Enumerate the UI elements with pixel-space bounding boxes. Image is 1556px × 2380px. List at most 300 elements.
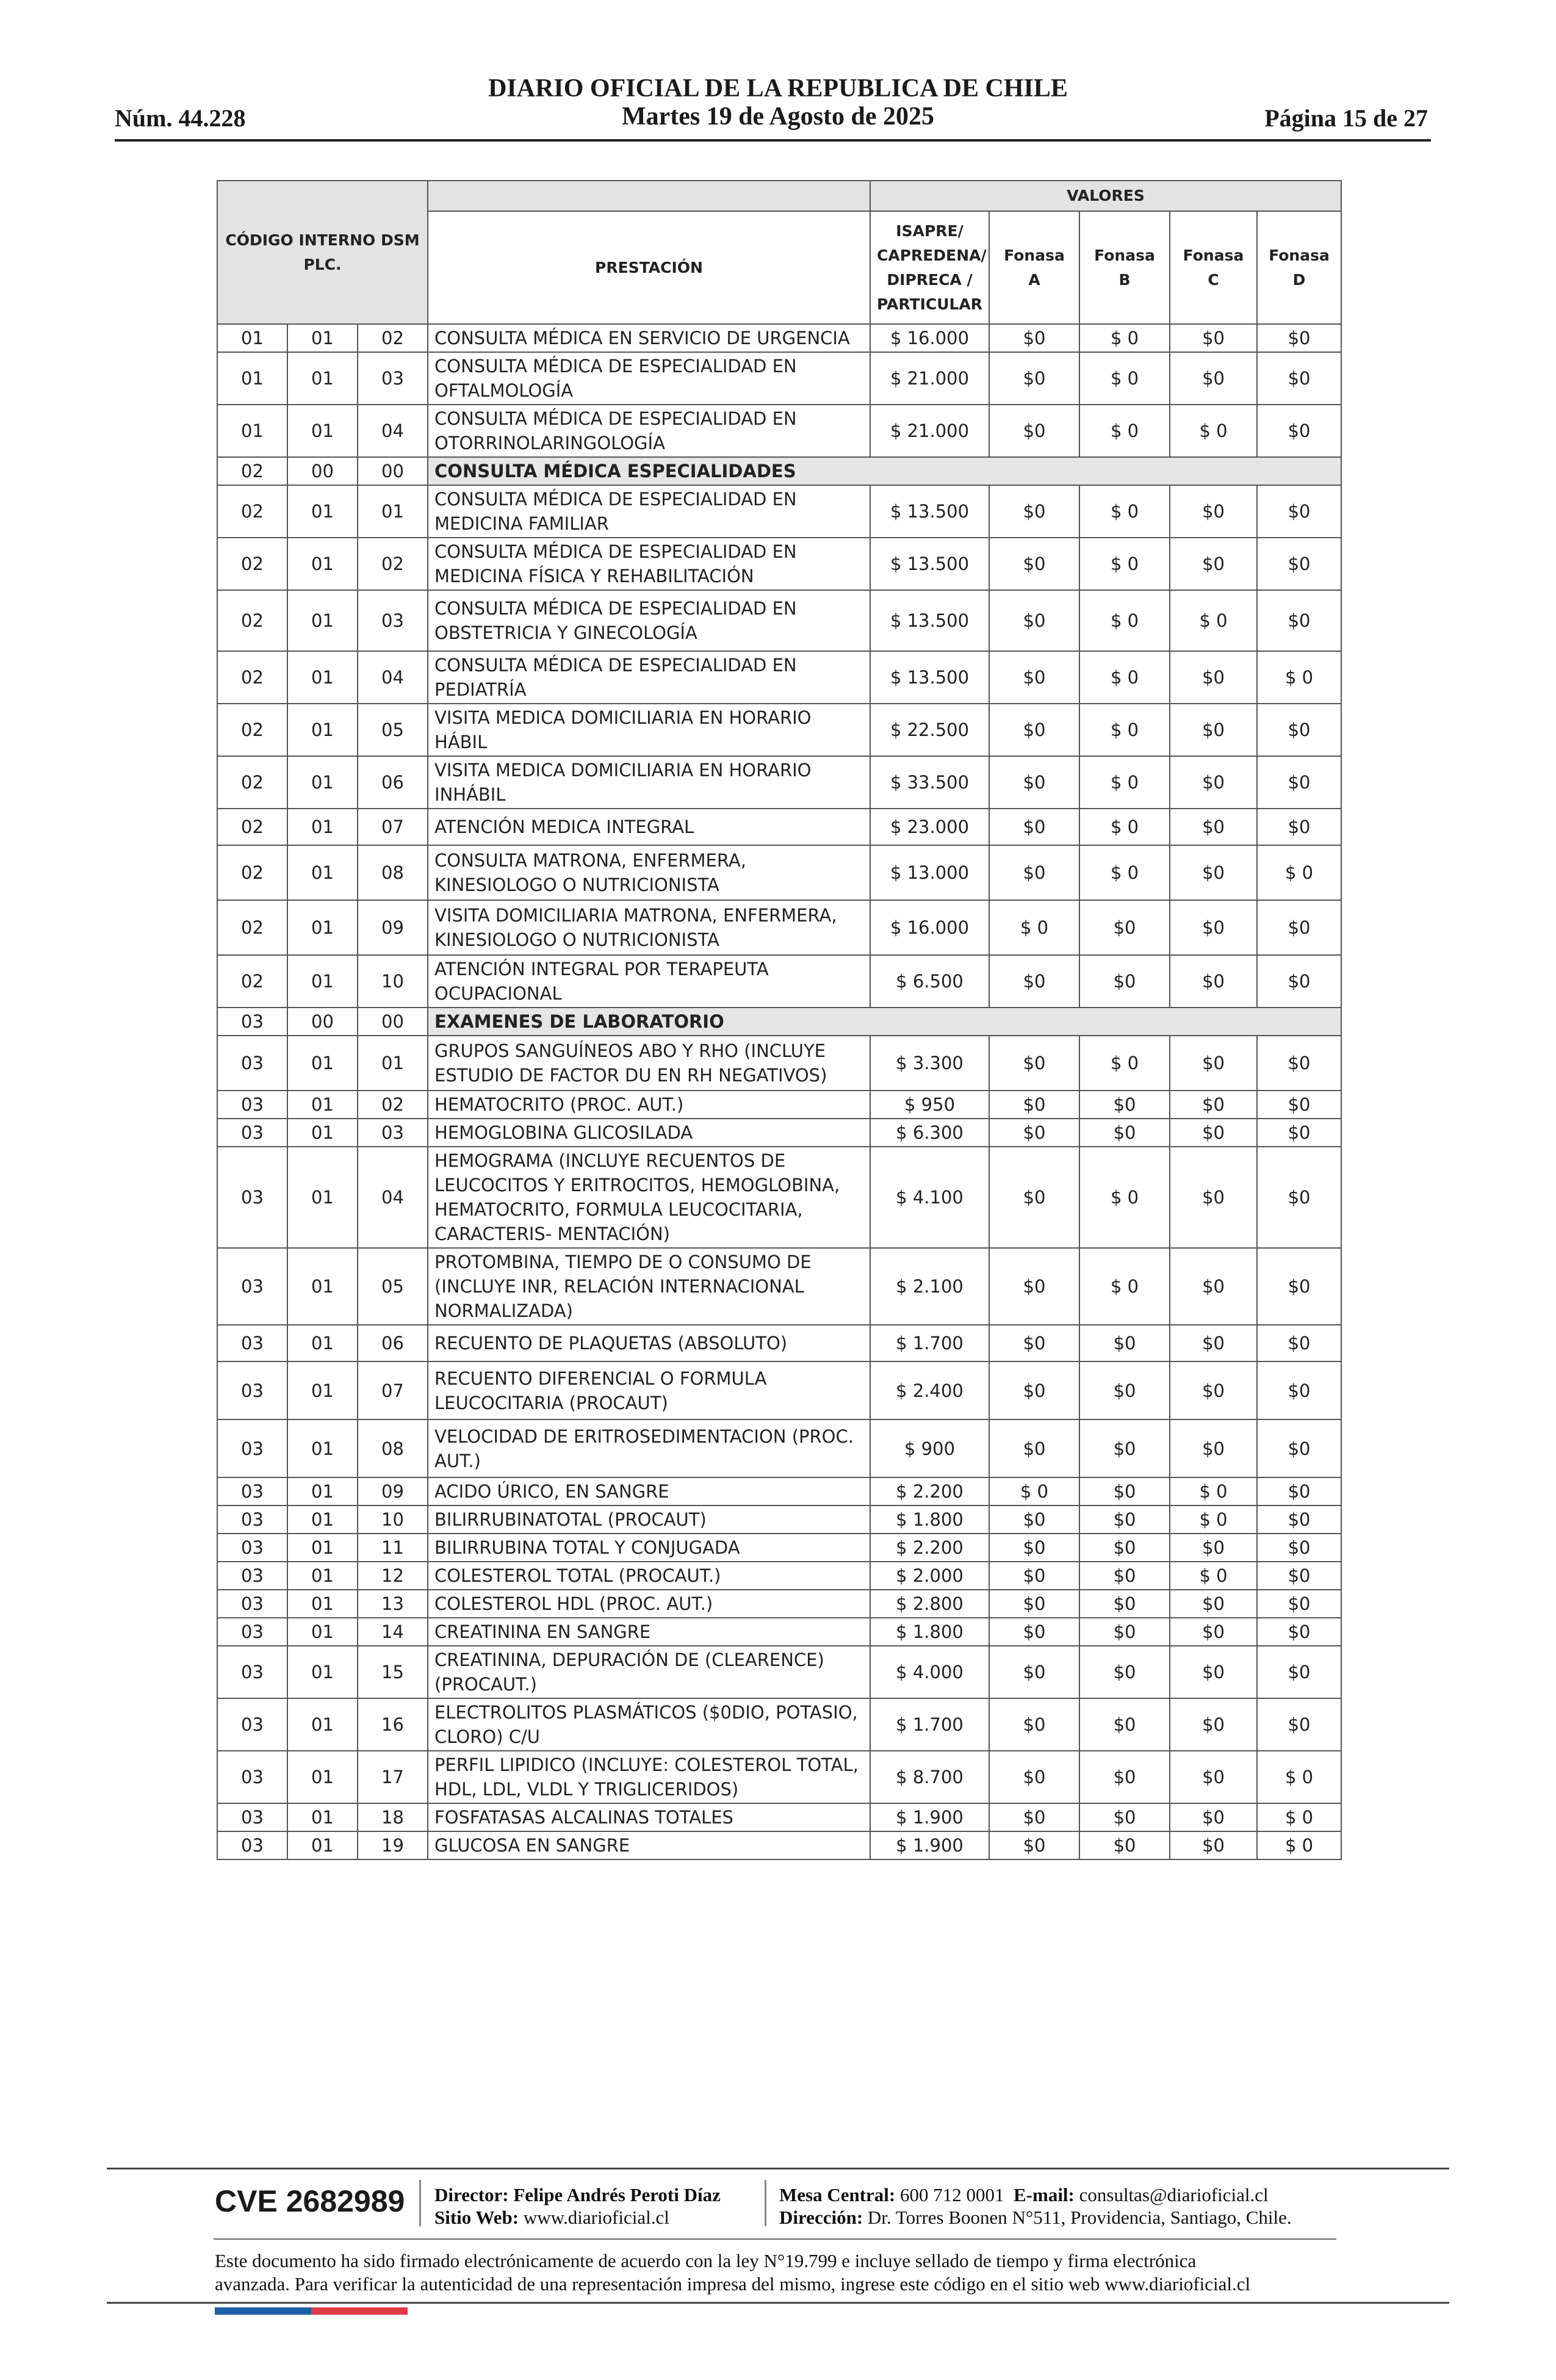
section-title: EXAMENES DE LABORATORIO xyxy=(428,1008,1341,1036)
table-row xyxy=(217,485,1341,538)
code-group: 03 xyxy=(217,1562,287,1590)
value-fonasa-c: $0 xyxy=(1170,1091,1257,1119)
code-subgroup: 00 xyxy=(287,457,358,485)
code-group: 03 xyxy=(217,1831,287,1859)
code-item: 03 xyxy=(358,1119,428,1147)
value-isapre: $ 13.500 xyxy=(870,590,989,651)
footer-divider-top xyxy=(107,2168,1449,2169)
value-fonasa-b: $0 xyxy=(1079,1803,1170,1831)
value-fonasa-b: $0 xyxy=(1079,1325,1170,1361)
value-fonasa-b: $ 0 xyxy=(1079,324,1170,352)
header-fonasa-b: Fonasa B xyxy=(1079,211,1170,324)
value-fonasa-c: $0 xyxy=(1170,1036,1257,1091)
value-fonasa-b: $ 0 xyxy=(1079,1147,1170,1248)
code-group: 03 xyxy=(217,1091,287,1119)
table-row xyxy=(217,1091,1341,1119)
prestacion-cell: CONSULTA MÉDICA DE ESPECIALIDAD EN OFTALMOLOGÍA xyxy=(428,352,870,405)
value-fonasa-a: $0 xyxy=(989,1248,1079,1325)
web-link[interactable]: www.diarioficial.cl xyxy=(523,2207,669,2228)
section-title: CONSULTA MÉDICA ESPECIALIDADES xyxy=(428,457,1341,485)
value-fonasa-b: $ 0 xyxy=(1079,1248,1170,1325)
value-fonasa-b: $0 xyxy=(1079,1646,1170,1698)
value-fonasa-c: $0 xyxy=(1170,756,1257,809)
prestacion-cell: CREATININA, DEPURACIÓN DE (CLEARENCE) (PROCAUT.) xyxy=(428,1646,870,1698)
value-fonasa-a: $0 xyxy=(989,590,1079,651)
value-fonasa-a: $0 xyxy=(989,405,1079,457)
value-fonasa-d: $0 xyxy=(1257,1534,1341,1562)
table-row xyxy=(217,1618,1341,1646)
code-item: 00 xyxy=(358,1008,428,1036)
value-fonasa-d: $0 xyxy=(1257,1419,1341,1477)
cve-code: CVE 2682989 xyxy=(215,2184,405,2218)
code-subgroup: 01 xyxy=(287,1419,358,1477)
value-fonasa-c: $0 xyxy=(1170,845,1257,900)
value-isapre: $ 1.800 xyxy=(870,1618,989,1646)
value-fonasa-c: $0 xyxy=(1170,1361,1257,1419)
table-row xyxy=(217,845,1341,900)
value-fonasa-a: $0 xyxy=(989,1831,1079,1859)
value-fonasa-a: $0 xyxy=(989,1419,1079,1477)
code-group: 03 xyxy=(217,1618,287,1646)
value-fonasa-c: $ 0 xyxy=(1170,590,1257,651)
table-row xyxy=(217,809,1341,845)
value-fonasa-d: $0 xyxy=(1257,1506,1341,1534)
table-row xyxy=(217,651,1341,704)
value-fonasa-c: $0 xyxy=(1170,485,1257,538)
code-subgroup: 01 xyxy=(287,1751,358,1803)
value-fonasa-b: $0 xyxy=(1079,1361,1170,1419)
value-fonasa-b: $0 xyxy=(1079,1091,1170,1119)
code-subgroup: 01 xyxy=(287,1646,358,1698)
table-row xyxy=(217,1590,1341,1618)
code-item: 15 xyxy=(358,1646,428,1698)
code-group: 02 xyxy=(217,704,287,756)
header-blank xyxy=(428,181,870,211)
prestacion-cell: CONSULTA MÉDICA DE ESPECIALIDAD EN OTORRINOLARINGOLOGÍA xyxy=(428,405,870,457)
prestacion-cell: BILIRRUBINA TOTAL Y CONJUGADA xyxy=(428,1534,870,1562)
direccion-value: Dr. Torres Boonen N°511, Providencia, Santiago, Chile. xyxy=(867,2207,1292,2228)
code-subgroup: 01 xyxy=(287,405,358,457)
code-item: 10 xyxy=(358,1506,428,1534)
value-fonasa-a: $0 xyxy=(989,1646,1079,1698)
table-row xyxy=(217,1036,1341,1091)
prestacion-cell: HEMATOCRITO (PROC. AUT.) xyxy=(428,1091,870,1119)
value-fonasa-a: $0 xyxy=(989,809,1079,845)
code-subgroup: 01 xyxy=(287,1091,358,1119)
value-fonasa-b: $0 xyxy=(1079,1831,1170,1859)
value-fonasa-b: $ 0 xyxy=(1079,405,1170,457)
footer-separator xyxy=(765,2180,766,2226)
value-fonasa-c: $0 xyxy=(1170,1147,1257,1248)
prestacion-cell: ELECTROLITOS PLASMÁTICOS ($0DIO, POTASIO, CLORO) C/U xyxy=(428,1698,870,1751)
value-fonasa-a: $0 xyxy=(989,1751,1079,1803)
issue-date: Martes 19 de Agosto de 2025 xyxy=(621,103,935,131)
value-fonasa-c: $0 xyxy=(1170,1419,1257,1477)
code-subgroup: 01 xyxy=(287,1248,358,1325)
value-isapre: $ 21.000 xyxy=(870,405,989,457)
value-fonasa-b: $ 0 xyxy=(1079,538,1170,590)
value-fonasa-a: $0 xyxy=(989,1562,1079,1590)
code-item: 05 xyxy=(358,704,428,756)
value-fonasa-a: $0 xyxy=(989,756,1079,809)
prestacion-cell: ACIDO ÚRICO, EN SANGRE xyxy=(428,1477,870,1506)
code-group: 03 xyxy=(217,1361,287,1419)
code-group: 02 xyxy=(217,651,287,704)
code-item: 02 xyxy=(358,324,428,352)
code-subgroup: 01 xyxy=(287,1831,358,1859)
value-fonasa-a: $0 xyxy=(989,538,1079,590)
value-fonasa-d: $ 0 xyxy=(1257,845,1341,900)
value-fonasa-d: $ 0 xyxy=(1257,1751,1341,1803)
director-name: Felipe Andrés Peroti Díaz xyxy=(513,2184,721,2205)
value-isapre: $ 950 xyxy=(870,1091,989,1119)
code-group: 03 xyxy=(217,1119,287,1147)
value-fonasa-d: $0 xyxy=(1257,1646,1341,1698)
value-isapre: $ 13.500 xyxy=(870,651,989,704)
flag-bar-blue xyxy=(215,2307,311,2315)
value-fonasa-d: $ 0 xyxy=(1257,1803,1341,1831)
prestacion-cell: GLUCOSA EN SANGRE xyxy=(428,1831,870,1859)
value-fonasa-d: $0 xyxy=(1257,756,1341,809)
value-isapre: $ 13.500 xyxy=(870,538,989,590)
code-subgroup: 01 xyxy=(287,1119,358,1147)
table-row xyxy=(217,756,1341,809)
code-item: 04 xyxy=(358,405,428,457)
footer-divider-middle xyxy=(214,2238,1336,2240)
value-isapre: $ 2.200 xyxy=(870,1534,989,1562)
value-fonasa-d: $0 xyxy=(1257,352,1341,405)
table-row xyxy=(217,538,1341,590)
table-row xyxy=(217,1646,1341,1698)
code-item: 07 xyxy=(358,809,428,845)
code-group: 03 xyxy=(217,1646,287,1698)
code-group: 02 xyxy=(217,485,287,538)
value-isapre: $ 2.100 xyxy=(870,1248,989,1325)
value-fonasa-a: $0 xyxy=(989,845,1079,900)
value-fonasa-d: $ 0 xyxy=(1257,651,1341,704)
section-row xyxy=(217,457,1341,485)
table-row xyxy=(217,1562,1341,1590)
code-group: 03 xyxy=(217,1325,287,1361)
code-subgroup: 00 xyxy=(287,1008,358,1036)
value-fonasa-a: $ 0 xyxy=(989,1477,1079,1506)
prestacion-cell: CONSULTA MÉDICA DE ESPECIALIDAD EN MEDICINA FÍSICA Y REHABILITACIÓN xyxy=(428,538,870,590)
prestacion-cell: RECUENTO DE PLAQUETAS (ABSOLUTO) xyxy=(428,1325,870,1361)
code-subgroup: 01 xyxy=(287,352,358,405)
value-isapre: $ 21.000 xyxy=(870,352,989,405)
table-row xyxy=(217,405,1341,457)
legal-line-1: Este documento ha sido firmado electrónicamente de acuerdo con la ley N°19.799 e incluye sellado de tiempo y firma electrónica xyxy=(215,2250,1197,2271)
code-item: 12 xyxy=(358,1562,428,1590)
code-item: 16 xyxy=(358,1698,428,1751)
email-label: E-mail: xyxy=(1014,2184,1075,2205)
table-row xyxy=(217,352,1341,405)
prestacion-cell: CONSULTA MATRONA, ENFERMERA, KINESIOLOGO O NUTRICIONISTA xyxy=(428,845,870,900)
value-fonasa-a: $0 xyxy=(989,1091,1079,1119)
value-isapre: $ 1.700 xyxy=(870,1325,989,1361)
value-isapre: $ 1.800 xyxy=(870,1506,989,1534)
prestacion-cell: VELOCIDAD DE ERITROSEDIMENTACION (PROC. AUT.) xyxy=(428,1419,870,1477)
code-item: 03 xyxy=(358,590,428,651)
value-fonasa-d: $0 xyxy=(1257,1618,1341,1646)
code-item: 07 xyxy=(358,1361,428,1419)
code-item: 17 xyxy=(358,1751,428,1803)
header-divider xyxy=(115,139,1431,142)
code-group: 02 xyxy=(217,756,287,809)
table-body xyxy=(217,324,1341,1859)
value-fonasa-a: $0 xyxy=(989,1534,1079,1562)
value-fonasa-b: $0 xyxy=(1079,1506,1170,1534)
prestacion-cell: CONSULTA MÉDICA DE ESPECIALIDAD EN MEDICINA FAMILIAR xyxy=(428,485,870,538)
prestacion-cell: CREATININA EN SANGRE xyxy=(428,1618,870,1646)
value-fonasa-c: $ 0 xyxy=(1170,1562,1257,1590)
prestacion-cell: COLESTEROL TOTAL (PROCAUT.) xyxy=(428,1562,870,1590)
value-isapre: $ 1.900 xyxy=(870,1803,989,1831)
value-fonasa-c: $0 xyxy=(1170,1803,1257,1831)
prestacion-cell: PERFIL LIPIDICO (INCLUYE: COLESTEROL TOTAL, HDL, LDL, VLDL Y TRIGLICERIDOS) xyxy=(428,1751,870,1803)
code-subgroup: 01 xyxy=(287,809,358,845)
value-isapre: $ 8.700 xyxy=(870,1751,989,1803)
value-fonasa-d: $0 xyxy=(1257,1119,1341,1147)
table-row xyxy=(217,1698,1341,1751)
value-fonasa-a: $0 xyxy=(989,955,1079,1008)
value-fonasa-d: $0 xyxy=(1257,1248,1341,1325)
value-isapre: $ 13.000 xyxy=(870,845,989,900)
prestacion-cell: HEMOGRAMA (INCLUYE RECUENTOS DE LEUCOCITOS Y ERITROCITOS, HEMOGLOBINA, HEMATOCRITO, FORMULA LEUCOCITARIA, CARACTERIS- MENTACIÓN) xyxy=(428,1147,870,1248)
code-group: 02 xyxy=(217,809,287,845)
code-subgroup: 01 xyxy=(287,1803,358,1831)
value-isapre: $ 1.700 xyxy=(870,1698,989,1751)
code-group: 03 xyxy=(217,1036,287,1091)
value-fonasa-b: $0 xyxy=(1079,1590,1170,1618)
value-fonasa-a: $0 xyxy=(989,1698,1079,1751)
tariff-table xyxy=(217,180,1342,1860)
value-fonasa-c: $0 xyxy=(1170,900,1257,955)
value-isapre: $ 23.000 xyxy=(870,809,989,845)
web-label: Sitio Web: xyxy=(434,2207,519,2228)
code-group: 03 xyxy=(217,1008,287,1036)
header-codigo-interno: CÓDIGO INTERNO DSM PLC. xyxy=(217,181,428,324)
code-subgroup: 01 xyxy=(287,1477,358,1506)
table-row xyxy=(217,590,1341,651)
value-fonasa-d: $0 xyxy=(1257,538,1341,590)
code-group: 02 xyxy=(217,457,287,485)
code-subgroup: 01 xyxy=(287,1534,358,1562)
value-fonasa-c: $ 0 xyxy=(1170,1477,1257,1506)
value-fonasa-d: $0 xyxy=(1257,1698,1341,1751)
value-fonasa-b: $0 xyxy=(1079,1419,1170,1477)
code-group: 03 xyxy=(217,1534,287,1562)
code-group: 03 xyxy=(217,1698,287,1751)
value-fonasa-c: $0 xyxy=(1170,1698,1257,1751)
code-subgroup: 01 xyxy=(287,1361,358,1419)
value-fonasa-b: $0 xyxy=(1079,1119,1170,1147)
value-fonasa-c: $0 xyxy=(1170,955,1257,1008)
code-group: 02 xyxy=(217,538,287,590)
table-row xyxy=(217,955,1341,1008)
value-isapre: $ 3.300 xyxy=(870,1036,989,1091)
value-fonasa-b: $0 xyxy=(1079,1534,1170,1562)
table-row xyxy=(217,1248,1341,1325)
value-fonasa-c: $0 xyxy=(1170,1325,1257,1361)
value-isapre: $ 4.100 xyxy=(870,1147,989,1248)
prestacion-cell: HEMOGLOBINA GLICOSILADA xyxy=(428,1119,870,1147)
value-fonasa-a: $0 xyxy=(989,485,1079,538)
prestacion-cell: VISITA MEDICA DOMICILIARIA EN HORARIO HÁBIL xyxy=(428,704,870,756)
value-fonasa-b: $ 0 xyxy=(1079,845,1170,900)
value-fonasa-d: $0 xyxy=(1257,1325,1341,1361)
value-fonasa-d: $0 xyxy=(1257,809,1341,845)
code-item: 13 xyxy=(358,1590,428,1618)
table-row xyxy=(217,1751,1341,1803)
legal-notice xyxy=(215,2249,1344,2296)
code-item: 06 xyxy=(358,756,428,809)
code-group: 03 xyxy=(217,1751,287,1803)
value-fonasa-d: $0 xyxy=(1257,1036,1341,1091)
issue-number: Núm. 44.228 xyxy=(115,104,246,132)
value-fonasa-b: $0 xyxy=(1079,1477,1170,1506)
table-row xyxy=(217,1147,1341,1248)
code-subgroup: 01 xyxy=(287,955,358,1008)
prestacion-cell: BILIRRUBINATOTAL (PROCAUT) xyxy=(428,1506,870,1534)
code-item: 18 xyxy=(358,1803,428,1831)
code-item: 04 xyxy=(358,1147,428,1248)
code-item: 00 xyxy=(358,457,428,485)
prestacion-cell: ATENCIÓN INTEGRAL POR TERAPEUTA OCUPACIONAL xyxy=(428,955,870,1008)
code-group: 01 xyxy=(217,405,287,457)
value-fonasa-a: $0 xyxy=(989,651,1079,704)
table-row xyxy=(217,1361,1341,1419)
value-isapre: $ 2.800 xyxy=(870,1590,989,1618)
prestacion-cell: RECUENTO DIFERENCIAL O FORMULA LEUCOCITARIA (PROCAUT) xyxy=(428,1361,870,1419)
value-fonasa-d: $0 xyxy=(1257,1147,1341,1248)
table-row xyxy=(217,1534,1341,1562)
code-subgroup: 01 xyxy=(287,1036,358,1091)
value-isapre: $ 16.000 xyxy=(870,900,989,955)
value-fonasa-a: $0 xyxy=(989,1803,1079,1831)
prestacion-cell: CONSULTA MÉDICA DE ESPECIALIDAD EN PEDIATRÍA xyxy=(428,651,870,704)
code-item: 11 xyxy=(358,1534,428,1562)
code-group: 03 xyxy=(217,1590,287,1618)
code-item: 08 xyxy=(358,1419,428,1477)
code-subgroup: 01 xyxy=(287,1325,358,1361)
prestacion-cell: PROTOMBINA, TIEMPO DE O CONSUMO DE (INCLUYE INR, RELACIÓN INTERNACIONAL NORMALIZADA) xyxy=(428,1248,870,1325)
value-fonasa-b: $ 0 xyxy=(1079,590,1170,651)
code-group: 03 xyxy=(217,1506,287,1534)
prestacion-cell: VISITA MEDICA DOMICILIARIA EN HORARIO INHÁBIL xyxy=(428,756,870,809)
prestacion-cell: FOSFATASAS ALCALINAS TOTALES xyxy=(428,1803,870,1831)
value-fonasa-d: $0 xyxy=(1257,955,1341,1008)
code-group: 03 xyxy=(217,1248,287,1325)
code-subgroup: 01 xyxy=(287,900,358,955)
value-fonasa-d: $0 xyxy=(1257,1091,1341,1119)
mesa-label: Mesa Central: xyxy=(779,2184,896,2205)
header-prestacion: PRESTACIÓN xyxy=(428,211,870,324)
code-item: 09 xyxy=(358,900,428,955)
code-subgroup: 01 xyxy=(287,704,358,756)
code-subgroup: 01 xyxy=(287,845,358,900)
value-isapre: $ 2.400 xyxy=(870,1361,989,1419)
table-row xyxy=(217,1506,1341,1534)
footer-separator xyxy=(419,2180,421,2226)
value-fonasa-b: $0 xyxy=(1079,1618,1170,1646)
value-fonasa-b: $0 xyxy=(1079,1751,1170,1803)
value-fonasa-c: $0 xyxy=(1170,1534,1257,1562)
value-fonasa-c: $0 xyxy=(1170,651,1257,704)
code-item: 19 xyxy=(358,1831,428,1859)
newspaper-title: DIARIO OFICIAL DE LA REPUBLICA DE CHILE xyxy=(488,74,1068,103)
value-fonasa-b: $ 0 xyxy=(1079,1036,1170,1091)
value-fonasa-c: $0 xyxy=(1170,324,1257,352)
value-isapre: $ 4.000 xyxy=(870,1646,989,1698)
code-subgroup: 01 xyxy=(287,1506,358,1534)
flag-bar-red xyxy=(311,2307,408,2315)
value-isapre: $ 6.300 xyxy=(870,1119,989,1147)
value-fonasa-c: $0 xyxy=(1170,1119,1257,1147)
code-item: 10 xyxy=(358,955,428,1008)
value-isapre: $ 22.500 xyxy=(870,704,989,756)
code-subgroup: 01 xyxy=(287,324,358,352)
table-row xyxy=(217,704,1341,756)
value-fonasa-c: $0 xyxy=(1170,1618,1257,1646)
value-fonasa-b: $0 xyxy=(1079,1698,1170,1751)
value-fonasa-b: $ 0 xyxy=(1079,809,1170,845)
value-fonasa-a: $0 xyxy=(989,1147,1079,1248)
value-fonasa-b: $ 0 xyxy=(1079,651,1170,704)
value-fonasa-d: $0 xyxy=(1257,1361,1341,1419)
value-fonasa-c: $0 xyxy=(1170,1590,1257,1618)
value-fonasa-c: $0 xyxy=(1170,352,1257,405)
legal-line-2: avanzada. Para verificar la autenticidad de una representación impresa del mismo, ingrese este código en el sitio web www.diarioficial.cl xyxy=(215,2273,1251,2295)
footer-director-block xyxy=(434,2183,721,2229)
email-link[interactable]: consultas@diarioficial.cl xyxy=(1079,2184,1269,2205)
code-group: 01 xyxy=(217,324,287,352)
value-fonasa-a: $0 xyxy=(989,1590,1079,1618)
section-row xyxy=(217,1008,1341,1036)
value-fonasa-a: $0 xyxy=(989,1506,1079,1534)
direccion-label: Dirección: xyxy=(779,2207,863,2228)
prestacion-cell: ATENCIÓN MEDICA INTEGRAL xyxy=(428,809,870,845)
code-subgroup: 01 xyxy=(287,1618,358,1646)
prestacion-cell: COLESTEROL HDL (PROC. AUT.) xyxy=(428,1590,870,1618)
header-valores: VALORES xyxy=(870,181,1341,211)
code-group: 02 xyxy=(217,900,287,955)
value-isapre: $ 900 xyxy=(870,1419,989,1477)
code-group: 03 xyxy=(217,1477,287,1506)
code-group: 03 xyxy=(217,1803,287,1831)
value-fonasa-a: $0 xyxy=(989,1618,1079,1646)
value-isapre: $ 2.000 xyxy=(870,1562,989,1590)
code-subgroup: 01 xyxy=(287,1698,358,1751)
code-group: 02 xyxy=(217,590,287,651)
code-item: 02 xyxy=(358,1091,428,1119)
value-fonasa-c: $0 xyxy=(1170,1831,1257,1859)
table-row xyxy=(217,1803,1341,1831)
code-subgroup: 01 xyxy=(287,1590,358,1618)
code-subgroup: 01 xyxy=(287,485,358,538)
value-fonasa-b: $ 0 xyxy=(1079,704,1170,756)
value-fonasa-a: $0 xyxy=(989,352,1079,405)
value-fonasa-c: $0 xyxy=(1170,704,1257,756)
value-fonasa-d: $0 xyxy=(1257,485,1341,538)
value-fonasa-d: $0 xyxy=(1257,900,1341,955)
value-fonasa-d: $0 xyxy=(1257,1477,1341,1506)
code-subgroup: 01 xyxy=(287,538,358,590)
code-item: 03 xyxy=(358,352,428,405)
table-row xyxy=(217,900,1341,955)
code-group: 02 xyxy=(217,845,287,900)
header-fonasa-a: Fonasa A xyxy=(989,211,1079,324)
